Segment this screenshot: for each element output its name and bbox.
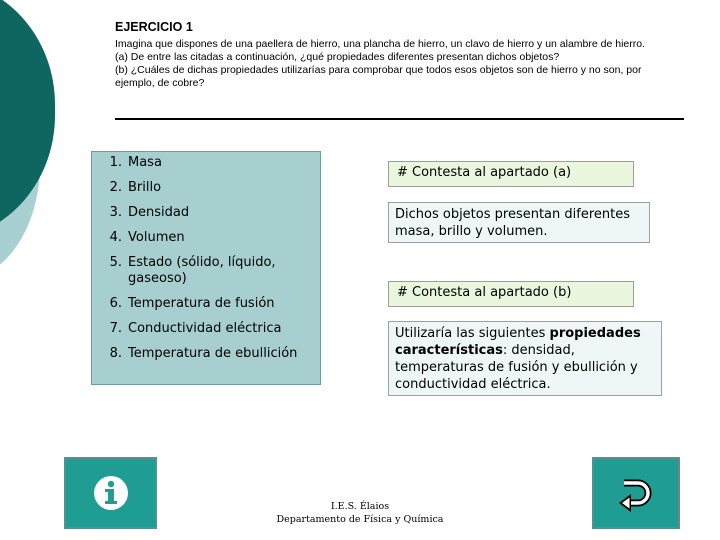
property-label: Conductividad eléctrica xyxy=(128,321,282,336)
exercise-title: EJERCICIO 1 xyxy=(115,20,193,34)
exercise-statement xyxy=(115,38,680,90)
info-icon xyxy=(91,473,131,513)
property-number: 7. xyxy=(109,321,122,336)
property-item xyxy=(92,230,320,246)
property-label: Estado (sólido, líquido, gaseoso) xyxy=(128,255,276,286)
return-arrow-icon xyxy=(616,473,656,513)
footer xyxy=(250,500,470,526)
property-number: 6. xyxy=(109,296,122,311)
answer-b-text[interactable] xyxy=(388,321,662,396)
property-item xyxy=(92,321,320,337)
back-button[interactable] xyxy=(592,457,680,529)
exercise-header xyxy=(115,20,680,90)
property-label: Temperatura de ebullición xyxy=(128,346,298,361)
property-number: 5. xyxy=(109,255,122,270)
answer-b-bold-term: propiedades características xyxy=(395,326,641,358)
answer-a-prompt: # Contesta al apartado (a) xyxy=(388,161,634,187)
answer-b-prompt: # Contesta al apartado (b) xyxy=(388,281,634,307)
statement-line: (b) ¿Cuáles de dichas propiedades utilizarías para comprobar que todos esos objetos son de hierro y no son, por ejemplo, de cobre? xyxy=(115,64,642,89)
property-label: Masa xyxy=(128,155,162,170)
answer-b-text-end: : densidad, temperaturas de fusión y ebullición y conductividad eléctrica. xyxy=(395,343,638,392)
property-number: 8. xyxy=(109,346,122,361)
footer-school: I.E.S. Élaios xyxy=(330,501,390,512)
decor-shape-dark xyxy=(0,0,55,240)
property-item xyxy=(92,180,320,196)
answer-b-text-start: Utilizaría las siguientes xyxy=(395,326,550,341)
statement-line: (a) De entre las citadas a continuación, ¿qué propiedades diferentes presentan dichos objetos? xyxy=(115,51,560,63)
property-number: 4. xyxy=(109,230,122,245)
footer-department: Departamento de Física y Química xyxy=(276,514,444,525)
property-number: 2. xyxy=(109,180,122,195)
info-button[interactable] xyxy=(64,457,157,529)
properties-list-panel xyxy=(91,151,321,385)
property-label: Densidad xyxy=(128,205,190,220)
property-number: 1. xyxy=(109,155,122,170)
answer-a-text[interactable]: Dichos objetos presentan diferentes masa, brillo y volumen. xyxy=(388,202,650,243)
property-item xyxy=(92,255,320,287)
property-label: Brillo xyxy=(128,180,162,195)
property-item xyxy=(92,346,320,362)
property-label: Temperatura de fusión xyxy=(128,296,275,311)
property-item xyxy=(92,155,320,171)
statement-line: Imagina que dispones de una paellera de hierro, una plancha de hierro, un clavo de hierro y un alambre de hierro. xyxy=(115,38,646,50)
header-divider xyxy=(115,118,684,120)
property-label: Volumen xyxy=(128,230,185,245)
property-number: 3. xyxy=(109,205,122,220)
property-item xyxy=(92,205,320,221)
property-item xyxy=(92,296,320,312)
